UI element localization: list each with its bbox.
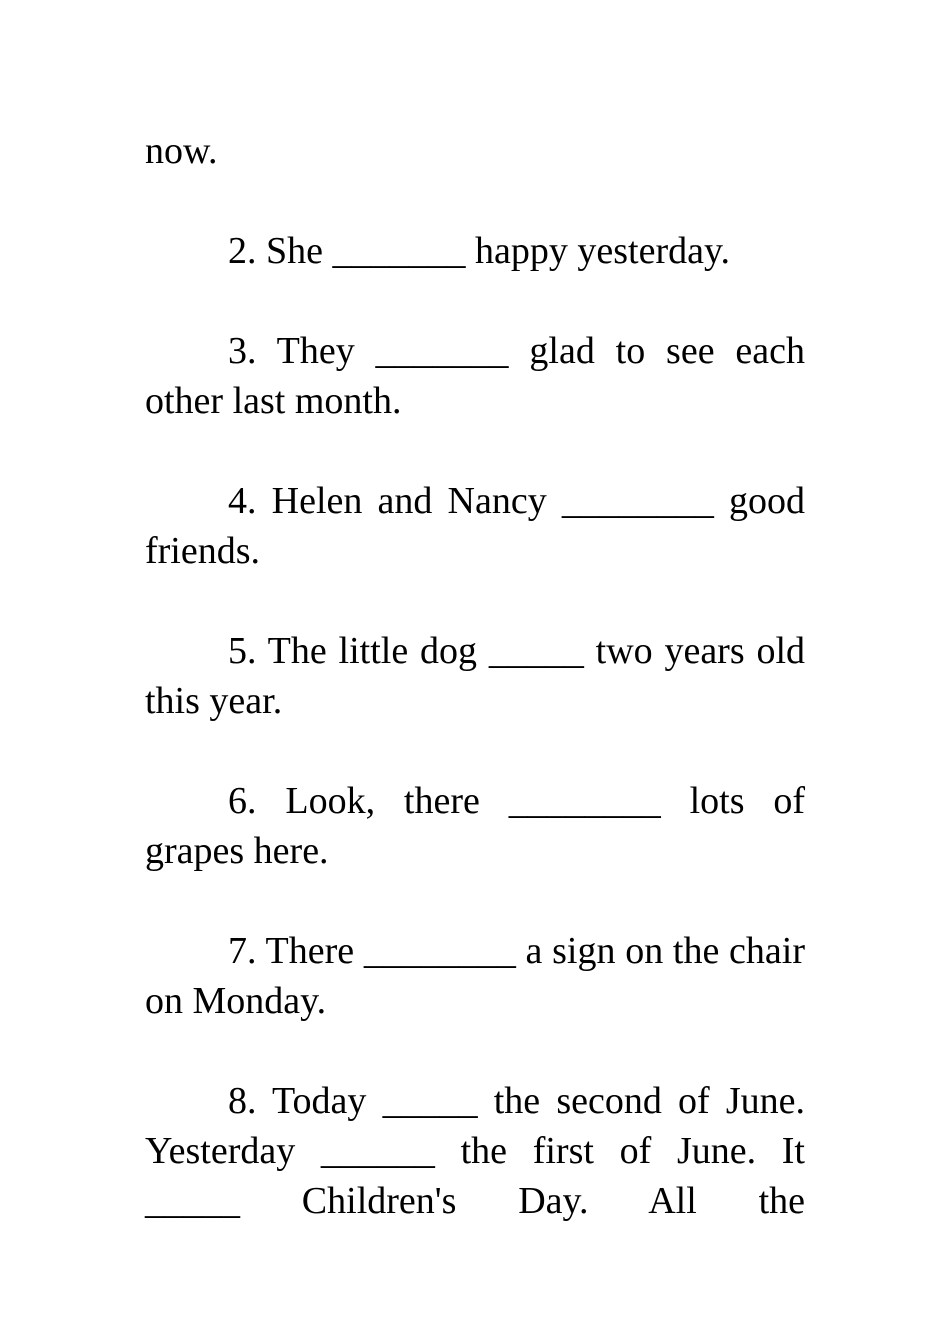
exercise-content (145, 126, 805, 1226)
exercise-item-7: 7. There ________ a sign on the chair on Monday. (145, 930, 805, 1022)
paragraph-continuation: now. (145, 130, 218, 172)
exercise-item-2: 2. She _______ happy yesterday. (228, 230, 730, 272)
exercise-item-5: 5. The little dog _____ two years old this year. (145, 630, 805, 722)
exercise-item-3: 3. They _______ glad to see each other last month. (145, 330, 805, 422)
exercise-item-4: 4. Helen and Nancy ________ good friends. (145, 480, 805, 572)
exercise-item-6: 6. Look, there ________ lots of grapes here. (145, 780, 805, 872)
exercise-item-8: 8. Today _____ the second of June. Yesterday ______ the first of June. It _____ Children's Day. All the (145, 1080, 805, 1222)
